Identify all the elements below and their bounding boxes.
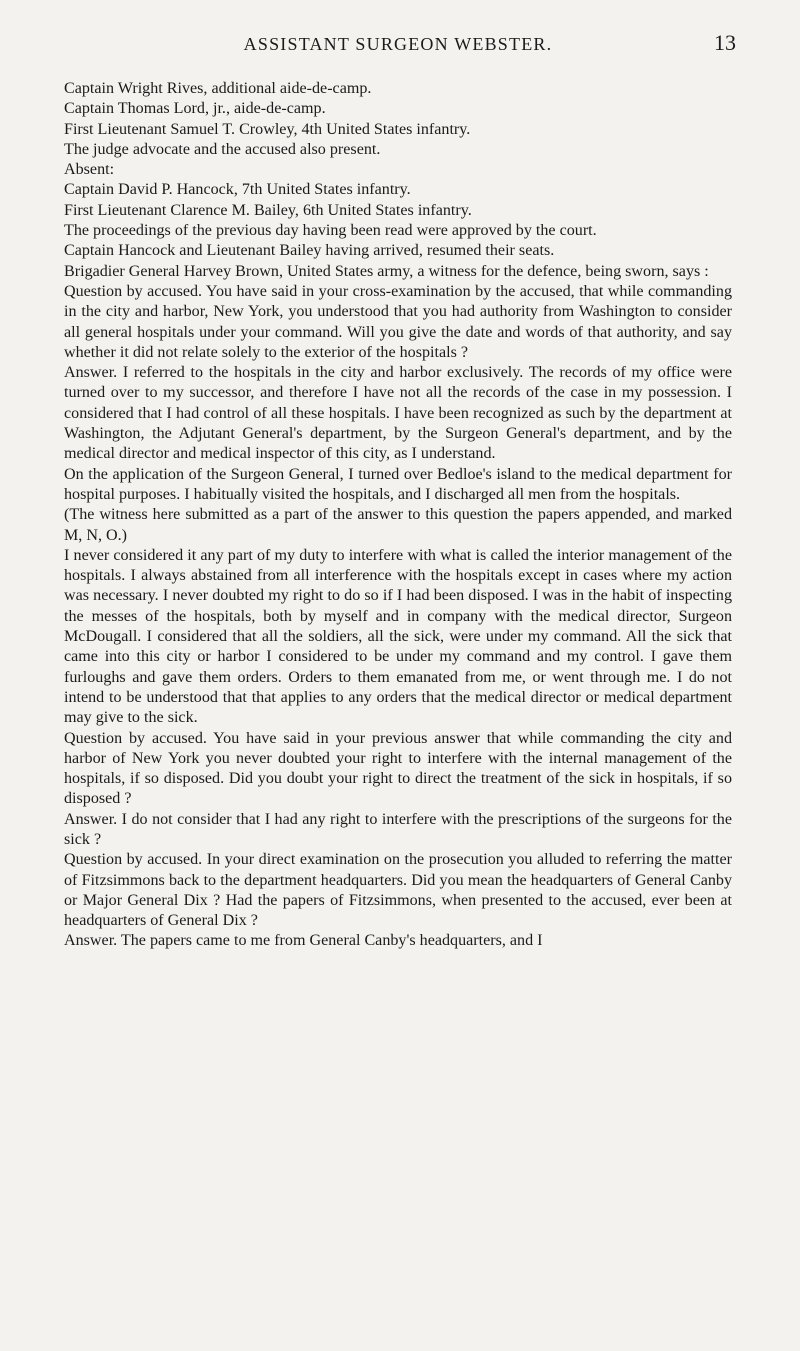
page-number: 13 (714, 30, 736, 55)
paragraph: Answer. I referred to the hospitals in the city and harbor exclusively. The records of my office were turned over to my successor, and therefore I have not all the records of the case in my possession. I considered that I had control of all these hospitals. I have been recognized as such by the department at Washington, the Adjutant General's department, by the Surgeon General's department, and by the medical director and medical inspector of this city, as I understand. (64, 364, 732, 463)
paragraph: Question by accused. You have said in your previous answer that while commanding the city and harbor of New York you never doubted your right to interfere with the internal management of the hospitals, if so disposed. Did you doubt your right to direct the treatment of the sick in hospitals, if so disposed ? (64, 729, 732, 808)
paragraph: Brigadier General Harvey Brown, United States army, a witness for the defence, being sworn, says : (64, 262, 709, 280)
paragraph: Captain Thomas Lord, jr., aide-de-camp. (64, 100, 326, 118)
running-head (64, 30, 736, 60)
paragraph: Answer. I do not consider that I had any right to interfere with the prescriptions of the surgeons for the sick ? (64, 810, 732, 848)
paragraph: Question by accused. You have said in your cross-examination by the accused, that while commanding in the city and harbor, New York, you understood that you had authority from Washington to consider all general hospitals under your command. Will you give the date and words of that authority, and say whether it did not relate solely to the exterior of the hospitals ? (64, 282, 732, 361)
paragraph: Question by accused. In your direct examination on the prosecution you alluded to referring the matter of Fitzsimmons back to the department headquarters. Did you mean the headquarters of General Canby or Major General Dix ? Had the papers of Fitzsimmons, when presented to the accused, ever been at headquarters of General Dix ? (64, 851, 732, 930)
paragraph: First Lieutenant Clarence M. Bailey, 6th United States infantry. (64, 201, 472, 219)
body-text (64, 79, 732, 952)
paragraph: Answer. The papers came to me from General Canby's headquarters, and I (64, 932, 543, 950)
paragraph: On the application of the Surgeon General, I turned over Bedloe's island to the medical department for hospital purposes. I habitually visited the hospitals, and I discharged all men from the hospitals. (64, 465, 732, 503)
paragraph: Absent: (64, 161, 115, 179)
paragraph: First Lieutenant Samuel T. Crowley, 4th United States infantry. (64, 120, 471, 138)
running-title: ASSISTANT SURGEON WEBSTER. (243, 34, 553, 54)
paragraph: (The witness here submitted as a part of the answer to this question the papers appended, and marked M, N, O.) (64, 506, 732, 544)
paragraph: Captain Wright Rives, additional aide-de-camp. (64, 80, 372, 97)
paragraph: I never considered it any part of my duty to interfere with what is called the interior management of the hospitals. I always abstained from all interference with the hospitals except in cases where my action was necessary. I never doubted my right to do so if I had been disposed. I was in the habit of inspecting the messes of the hospitals, both by myself and in company with the medical director, Surgeon McDougall. I considered that all the soldiers, all the sick, were under my command. All the sick that came into this city or harbor I considered to be under my command and my control. I gave them furloughs and gave them orders. Orders to them emanated from me, or went through me. I do not intend to be understood that that applies to any orders that the medical director or medical department may give to the sick. (64, 546, 732, 727)
paragraph: Captain David P. Hancock, 7th United States infantry. (64, 181, 411, 199)
paragraph: The proceedings of the previous day having been read were approved by the court. (64, 222, 597, 240)
paragraph: The judge advocate and the accused also present. (64, 140, 381, 158)
paragraph: Captain Hancock and Lieutenant Bailey having arrived, resumed their seats. (64, 242, 555, 260)
